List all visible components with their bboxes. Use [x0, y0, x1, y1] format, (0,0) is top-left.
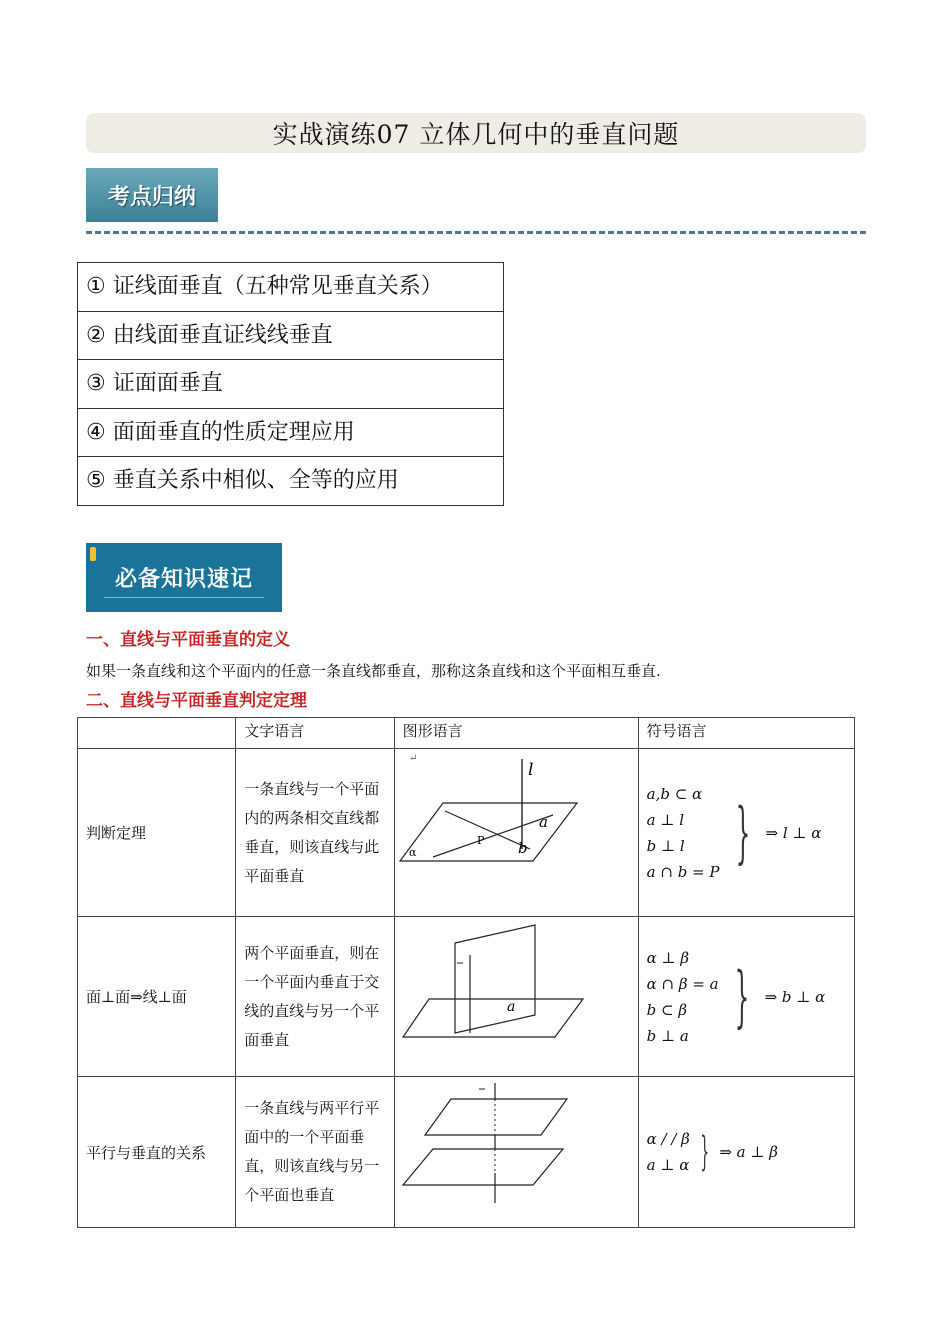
table-header-row	[78, 718, 855, 749]
theorem-text: 一条直线与一个平面内的两条相交直线都垂直，则该直线与此平面垂直	[236, 749, 394, 917]
table-row	[78, 749, 855, 917]
label-alpha: α	[408, 846, 417, 859]
symbol-conclusion: ⇒ b ⊥ α	[764, 987, 826, 1006]
symbol-line: a,b ⊂ α	[646, 784, 703, 803]
topic-item: ③ 证面面垂直	[78, 360, 504, 409]
symbol-line: α / / β	[646, 1130, 690, 1148]
symbol-line: a ⊥ l	[646, 810, 685, 829]
topic-item: ⑤ 垂直关系中相似、全等的应用	[78, 457, 504, 506]
knowledge-badge-label: 必备知识速记	[114, 567, 253, 592]
topic-item: ① 证线面垂直（五种常见垂直关系）	[78, 263, 504, 312]
parallel-planes-figure	[395, 1077, 638, 1223]
topic-item: ② 由线面垂直证线线垂直	[78, 311, 504, 360]
header-cell: 符号语言	[638, 718, 854, 749]
table-row	[78, 1077, 855, 1228]
right-brace-icon: }	[735, 793, 750, 871]
symbol-line: b ⊥ a	[646, 1026, 689, 1045]
header-cell	[78, 718, 236, 749]
symbol-conclusion: ⇒ a ⊥ β	[719, 1143, 778, 1161]
figure-cell	[394, 917, 638, 1077]
plane-alpha	[425, 1099, 567, 1135]
figure-cell	[394, 1077, 638, 1228]
line-plane-figure	[395, 749, 638, 912]
theorem-text: 一条直线与两平行平面中的一个平面垂直，则该直线与另一个平面也垂直	[236, 1077, 394, 1228]
label-p: P	[476, 834, 485, 847]
figure-cell	[394, 749, 638, 917]
theorem-table	[77, 717, 855, 1228]
plane-beta	[455, 925, 535, 1033]
section2-heading: 二、直线与平面垂直判定定理	[86, 691, 307, 711]
knowledge-badge	[86, 543, 282, 612]
line-a	[433, 815, 553, 857]
symbol-line: b ⊥ l	[646, 836, 685, 855]
right-brace-icon: }	[700, 1129, 710, 1175]
summary-badge: 考点归纳	[86, 168, 218, 222]
label-l: l	[527, 760, 534, 780]
plane-alpha	[403, 999, 583, 1037]
symbol-line: a ∩ b = P	[646, 862, 720, 881]
plane-plane-figure	[395, 917, 638, 1072]
label-a: a	[538, 813, 548, 831]
label-a: a	[506, 999, 515, 1015]
theorem-name: 判断定理	[78, 749, 236, 917]
dashed-divider	[86, 231, 866, 234]
right-brace-icon: }	[734, 957, 749, 1035]
theorem-name: 平行与垂直的关系	[78, 1077, 236, 1228]
symbol-cell	[638, 917, 854, 1077]
symbol-conclusion: ⇒ l ⊥ α	[765, 823, 822, 842]
theorem-text: 两个平面垂直，则在一个平面内垂直于交线的直线与另一个平面垂直	[236, 917, 394, 1077]
symbol-line: b ⊂ β	[646, 1000, 688, 1019]
label-b: b	[517, 839, 528, 857]
header-cell: 文字语言	[236, 718, 394, 749]
badge-underline	[104, 597, 264, 598]
topic-item: ④ 面面垂直的性质定理应用	[78, 408, 504, 457]
symbol-cell	[638, 749, 854, 917]
symbol-line: α ⊥ β	[646, 948, 690, 967]
definition-text: 如果一条直线和这个平面内的任意一条直线都垂直，那称这条直线和这个平面相互垂直.	[86, 662, 661, 680]
symbol-line: a ⊥ α	[646, 1156, 690, 1174]
symbol-line: α ∩ β = a	[646, 974, 719, 993]
badge-mark	[90, 547, 96, 561]
svg-text:↵: ↵	[408, 753, 418, 764]
plane-beta	[403, 1149, 563, 1185]
page-title: 实战演练07 立体几何中的垂直问题	[86, 113, 866, 153]
plane-alpha	[400, 803, 577, 861]
symbol-cell	[638, 1077, 854, 1228]
header-cell: 图形语言	[394, 718, 638, 749]
theorem-name: 面⊥面⇒线⊥面	[78, 917, 236, 1077]
topics-table	[77, 262, 504, 506]
table-row	[78, 917, 855, 1077]
section1-heading: 一、直线与平面垂直的定义	[86, 630, 290, 650]
